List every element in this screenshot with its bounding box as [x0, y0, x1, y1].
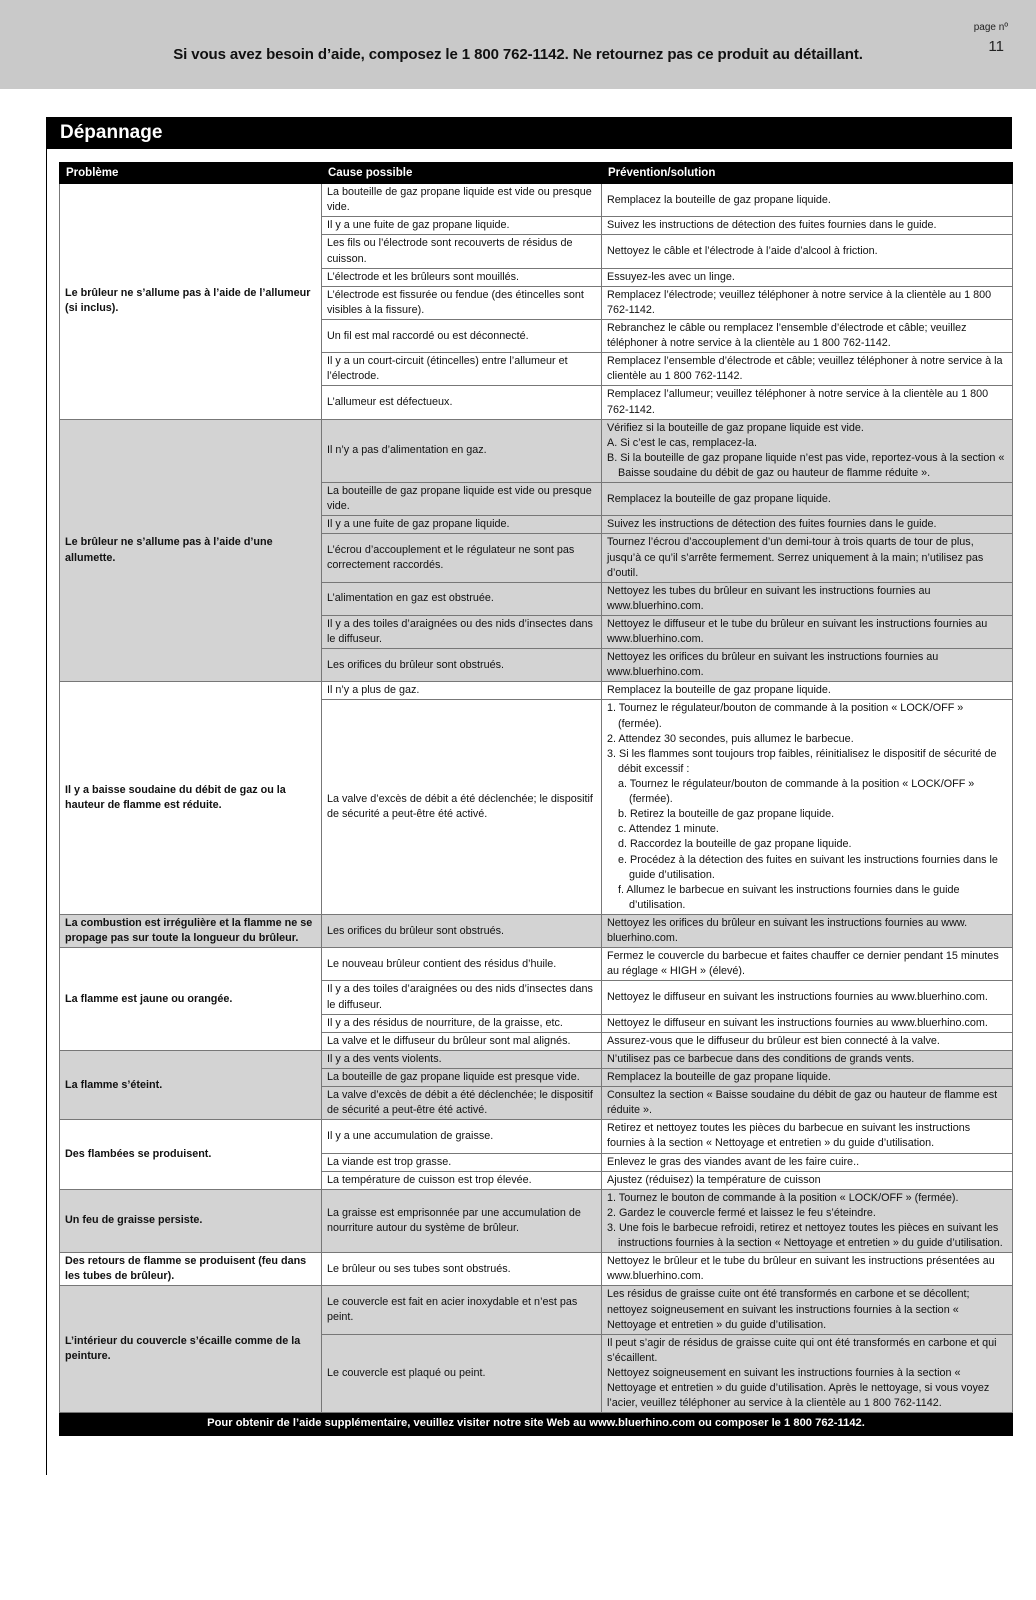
solution-line: Rebranchez le câble ou remplacez l’ensemble d’électrode et câble; veuillez téléphoner à notre service à la clientèle au 1 800 762-1142. [607, 321, 967, 350]
solution-cell [602, 386, 1013, 419]
solution-line: Remplacez la bouteille de gaz propane liquide. [607, 684, 831, 697]
solution-cell [602, 483, 1013, 516]
solution-cell [602, 1334, 1013, 1413]
solution-line: Tournez l’écrou d’accouplement d’un demi-tour à trois quarts de tour de plus, jusqu’à ce qu’il s’arrête fermement. Serrez uniquement à la main; n’utilisez pas d’outil. [607, 536, 984, 579]
solution-line: Assurez-vous que le diffuseur du brûleur est bien connecté à la valve. [607, 1034, 940, 1047]
problem-cell: Il y a baisse soudaine du débit de gaz ou la hauteur de flamme est réduite. [60, 682, 322, 915]
solution-line: Remplacez l’ensemble d’électrode et câble; veuillez téléphoner à notre service à la clientèle au 1 800 762-1142. [607, 355, 1003, 383]
cause-cell: Il y a une accumulation de graisse. [322, 1120, 602, 1153]
problem-cell: Des retours de flamme se produisent (feu dans les tubes de brûleur). [60, 1253, 322, 1286]
solution-cell [602, 516, 1013, 534]
cause-cell: La bouteille de gaz propane liquide est vide ou presque vide. [322, 184, 602, 217]
solution-line: Nettoyez le câble et l’électrode à l’aide d’alcool à friction. [607, 244, 878, 257]
solution-line: B. Si la bouteille de gaz propane liquide n’est pas vide, reportez-vous à la section « Baisse soudaine du débit de gaz ou hauteur de flamme réduite ». [607, 451, 1005, 479]
page-number: 11 [988, 38, 1004, 55]
cause-cell: Il y a des toiles d’araignées ou des nids d’insectes dans le diffuseur. [322, 981, 602, 1014]
solution-line: Suivez les instructions de détection des fuites fournies dans le guide. [607, 518, 937, 531]
cause-cell: Il y a des résidus de nourriture, de la graisse, etc. [322, 1014, 602, 1032]
solution-line: Nettoyez le brûleur et le tube du brûleur en suivant les instructions présentées au www.bluerhino.com. [607, 1255, 995, 1283]
solution-cell [602, 915, 1013, 948]
solution-line: Suivez les instructions de détection des fuites fournies dans le guide. [607, 219, 937, 232]
header-problem: Problème [60, 163, 322, 184]
solution-line: Nettoyez les orifices du brûleur en suivant les instructions fournies au www.bluerhino.com. [607, 651, 939, 679]
cause-cell: Le brûleur ou ses tubes sont obstrués. [322, 1253, 602, 1286]
table-row [60, 682, 1013, 700]
cause-cell: Le couvercle est fait en acier inoxydable et n’est pas peint. [322, 1286, 602, 1334]
problem-cell: La flamme est jaune ou orangée. [60, 948, 322, 1051]
cause-cell: Il n’y a pas d’alimentation en gaz. [322, 419, 602, 482]
cause-cell: Le couvercle est plaqué ou peint. [322, 1334, 602, 1413]
cause-cell: La bouteille de gaz propane liquide est vide ou presque vide. [322, 483, 602, 516]
solution-line: Il peut s’agir de résidus de graisse cuite qui ont été transformés en carbone et qui s’écaillent. [607, 1336, 997, 1364]
solution-cell [602, 353, 1013, 386]
table-row [60, 1050, 1013, 1068]
cause-cell: Le nouveau brûleur contient des résidus d’huile. [322, 948, 602, 981]
solution-cell [602, 1087, 1013, 1120]
help-banner-text: Si vous avez besoin d’aide, composez le 1 800 762-1142. Ne retournez pas ce produit au détaillant. [173, 46, 863, 63]
solution-cell [602, 419, 1013, 482]
problem-cell: Le brûleur ne s’allume pas à l’aide d’une allumette. [60, 419, 322, 682]
solution-line: c. Attendez 1 minute. [618, 823, 719, 836]
solution-line: Nettoyez soigneusement en suivant les instructions fournies à la section « Nettoyage et entretien » du guide d’utilisation. Après le nettoyage, si vous voyez l’acier, veuillez téléphoner au service à la clientèle au 1 800 762-1142. [607, 1366, 990, 1410]
page-label: page nº [973, 22, 1008, 33]
cause-cell: Il y a une fuite de gaz propane liquide. [322, 516, 602, 534]
solution-line: A. Si c’est le cas, remplacez-la. [607, 436, 758, 449]
solution-cell [602, 981, 1013, 1014]
solution-line: Essuyez-les avec un linge. [607, 270, 735, 283]
solution-cell [602, 235, 1013, 268]
problem-cell: Le brûleur ne s’allume pas à l’aide de l’allumeur (si inclus). [60, 184, 322, 420]
solution-cell [602, 1171, 1013, 1189]
solution-cell [602, 319, 1013, 352]
solution-line: 3. Si les flammes sont toujours trop faibles, réinitialisez le dispositif de sécurité de débit excessif : [607, 747, 997, 775]
solution-line: Remplacez la bouteille de gaz propane liquide. [607, 193, 831, 206]
cause-cell: Les orifices du brûleur sont obstrués. [322, 915, 602, 948]
left-rule [46, 149, 47, 1475]
solution-cell [602, 1069, 1013, 1087]
solution-line: Retirez et nettoyez toutes les pièces du barbecue en suivant les instructions fournies à la section « Nettoyage et entretien » du guide d’utilisation. [607, 1122, 971, 1150]
cause-cell: L’alimentation en gaz est obstruée. [322, 582, 602, 615]
solution-line: Vérifiez si la bouteille de gaz propane liquide est vide. [607, 421, 864, 434]
solution-cell [602, 948, 1013, 981]
solution-line: Enlevez le gras des viandes avant de les faire cuire.. [607, 1155, 860, 1168]
cause-cell: Un fil est mal raccordé ou est déconnecté. [322, 319, 602, 352]
table-body [60, 184, 1013, 1413]
table-row [60, 915, 1013, 948]
cause-cell: Il y a une fuite de gaz propane liquide. [322, 217, 602, 235]
solution-cell [602, 1014, 1013, 1032]
solution-line: 2. Attendez 30 secondes, puis allumez le barbecue. [607, 732, 854, 745]
cause-cell: La température de cuisson est trop élevée. [322, 1171, 602, 1189]
solution-line: 3. Une fois le barbecue refroidi, retirez et nettoyez toutes les pièces en suivant les instructions fournies à la section « Nettoyage et entretien » du guide d’utilisation. [607, 1221, 1003, 1250]
solution-line: Nettoyez le diffuseur en suivant les instructions fournies au www.bluerhino.com. [607, 1016, 988, 1029]
header-solution: Prévention/solution [602, 163, 1013, 184]
cause-cell: Il y a des vents violents. [322, 1050, 602, 1068]
solution-cell [602, 534, 1013, 582]
solution-line: Remplacez l’allumeur; veuillez téléphoner à notre service à la clientèle au 1 800 762-1142. [607, 388, 989, 416]
troubleshooting-table-wrap [59, 162, 1012, 1436]
table-row [60, 1286, 1013, 1334]
cause-cell: Les orifices du brûleur sont obstrués. [322, 649, 602, 682]
solution-cell [602, 217, 1013, 235]
problem-cell: La combustion est irrégulière et la flamme ne se propage pas sur toute la longueur du brûleur. [60, 915, 322, 948]
solution-line: 2. Gardez le couvercle fermé et laissez le feu s’éteindre. [607, 1206, 876, 1219]
footer-row [60, 1413, 1013, 1436]
problem-cell: L’intérieur du couvercle s’écaille comme de la peinture. [60, 1286, 322, 1413]
table-row [60, 1253, 1013, 1286]
solution-cell [602, 184, 1013, 217]
solution-cell [602, 1153, 1013, 1171]
solution-line: Remplacez la bouteille de gaz propane liquide. [607, 1071, 831, 1083]
solution-cell [602, 1032, 1013, 1050]
solution-cell [602, 615, 1013, 648]
table-row [60, 948, 1013, 981]
solution-cell [602, 700, 1013, 915]
solution-line: Remplacez la bouteille de gaz propane liquide. [607, 492, 831, 505]
solution-line: Ajustez (réduisez) la température de cuisson [607, 1173, 821, 1186]
table-header-row [60, 163, 1013, 184]
solution-cell [602, 1189, 1013, 1252]
cause-cell: La valve et le diffuseur du brûleur sont mal alignés. [322, 1032, 602, 1050]
solution-line: Remplacez l’électrode; veuillez téléphoner à notre service à la clientèle au 1 800 762-1142. [607, 288, 992, 316]
problem-cell: Un feu de graisse persiste. [60, 1189, 322, 1252]
cause-cell: L’écrou d’accouplement et le régulateur ne sont pas correctement raccordés. [322, 534, 602, 582]
cause-cell: La valve d’excès de débit a été déclenchée; le dispositif de sécurité a peut-être été activé. [322, 1087, 602, 1120]
header-cause: Cause possible [322, 163, 602, 184]
solution-line: Nettoyez le diffuseur et le tube du brûleur en suivant les instructions fournies au www.bluerhino.com. [607, 617, 988, 646]
solution-line: f. Allumez le barbecue en suivant les instructions fournies dans le guide d’utilisation. [618, 883, 960, 911]
solution-line: b. Retirez la bouteille de gaz propane liquide. [618, 808, 835, 821]
cause-cell: Il y a un court-circuit (étincelles) entre l’allumeur et l’électrode. [322, 353, 602, 386]
cause-cell: Il n’y a plus de gaz. [322, 682, 602, 700]
solution-cell [602, 1120, 1013, 1153]
solution-line: e. Procédez à la détection des fuites en suivant les instructions fournies dans le guide d’utilisation. [618, 853, 998, 881]
solution-line: Les résidus de graisse cuite ont été transformés en carbone et se décollent; nettoyez soigneusement en suivant les instructions fournies à la section « Nettoyage et entretien » du guide d’utilisation. [607, 1288, 970, 1331]
solution-line: Consultez la section « Baisse soudaine du débit de gaz ou hauteur de flamme est réduite ». [607, 1089, 998, 1117]
cause-cell: L’allumeur est défectueux. [322, 386, 602, 419]
troubleshooting-table [59, 162, 1013, 1436]
solution-line: Fermez le couvercle du barbecue et faites chauffer ce dernier pendant 15 minutes au réglage « HIGH » (élevé). [607, 950, 999, 978]
cause-cell: Les fils ou l’électrode sont recouverts de résidus de cuisson. [322, 235, 602, 268]
table-row [60, 184, 1013, 217]
solution-cell [602, 1286, 1013, 1334]
problem-cell: La flamme s’éteint. [60, 1050, 322, 1119]
solution-line: Nettoyez le diffuseur en suivant les instructions fournies au www.bluerhino.com. [607, 991, 988, 1003]
header-band [0, 0, 1036, 89]
footer-note: Pour obtenir de l’aide supplémentaire, veuillez visiter notre site Web au www.bluerhino.com ou composer le 1 800 762-1142. [60, 1413, 1013, 1436]
solution-cell [602, 649, 1013, 682]
solution-line: a. Tournez le régulateur/bouton de commande à la position « LOCK/OFF » (fermée). [618, 778, 975, 806]
table-row [60, 1120, 1013, 1153]
cause-cell: La viande est trop grasse. [322, 1153, 602, 1171]
cause-cell: L’électrode et les brûleurs sont mouillés. [322, 268, 602, 286]
solution-cell [602, 286, 1013, 319]
solution-cell [602, 1050, 1013, 1068]
solution-line: 1. Tournez le régulateur/bouton de commande à la position « LOCK/OFF » (fermée). [607, 702, 964, 730]
solution-line: Nettoyez les tubes du brûleur en suivant les instructions fournies au www.bluerhino.com. [607, 584, 931, 612]
solution-line: 1. Tournez le bouton de commande à la position « LOCK/OFF » (fermée). [607, 1191, 959, 1204]
cause-cell: La bouteille de gaz propane liquide est presque vide. [322, 1069, 602, 1087]
solution-cell [602, 682, 1013, 700]
cause-cell: La valve d’excès de débit a été déclenchée; le dispositif de sécurité a peut-être été activé. [322, 700, 602, 915]
solution-cell [602, 1253, 1013, 1286]
cause-cell: Il y a des toiles d’araignées ou des nids d’insectes dans le diffuseur. [322, 615, 602, 648]
table-row [60, 419, 1013, 482]
solution-line: Nettoyez les orifices du brûleur en suivant les instructions fournies au www. bluerhino.com. [607, 917, 968, 945]
solution-line: N’utilisez pas ce barbecue dans des conditions de grands vents. [607, 1052, 915, 1065]
cause-cell: L’électrode est fissurée ou fendue (des étincelles sont visibles à la fissure). [322, 286, 602, 319]
problem-cell: Des flambées se produisent. [60, 1120, 322, 1189]
solution-cell [602, 582, 1013, 615]
section-title: Dépannage [46, 117, 1012, 149]
cause-cell: La graisse est emprisonnée par une accumulation de nourriture autour du système de brûleur. [322, 1189, 602, 1252]
solution-cell [602, 268, 1013, 286]
table-row [60, 1189, 1013, 1252]
solution-line: d. Raccordez la bouteille de gaz propane liquide. [618, 838, 852, 851]
